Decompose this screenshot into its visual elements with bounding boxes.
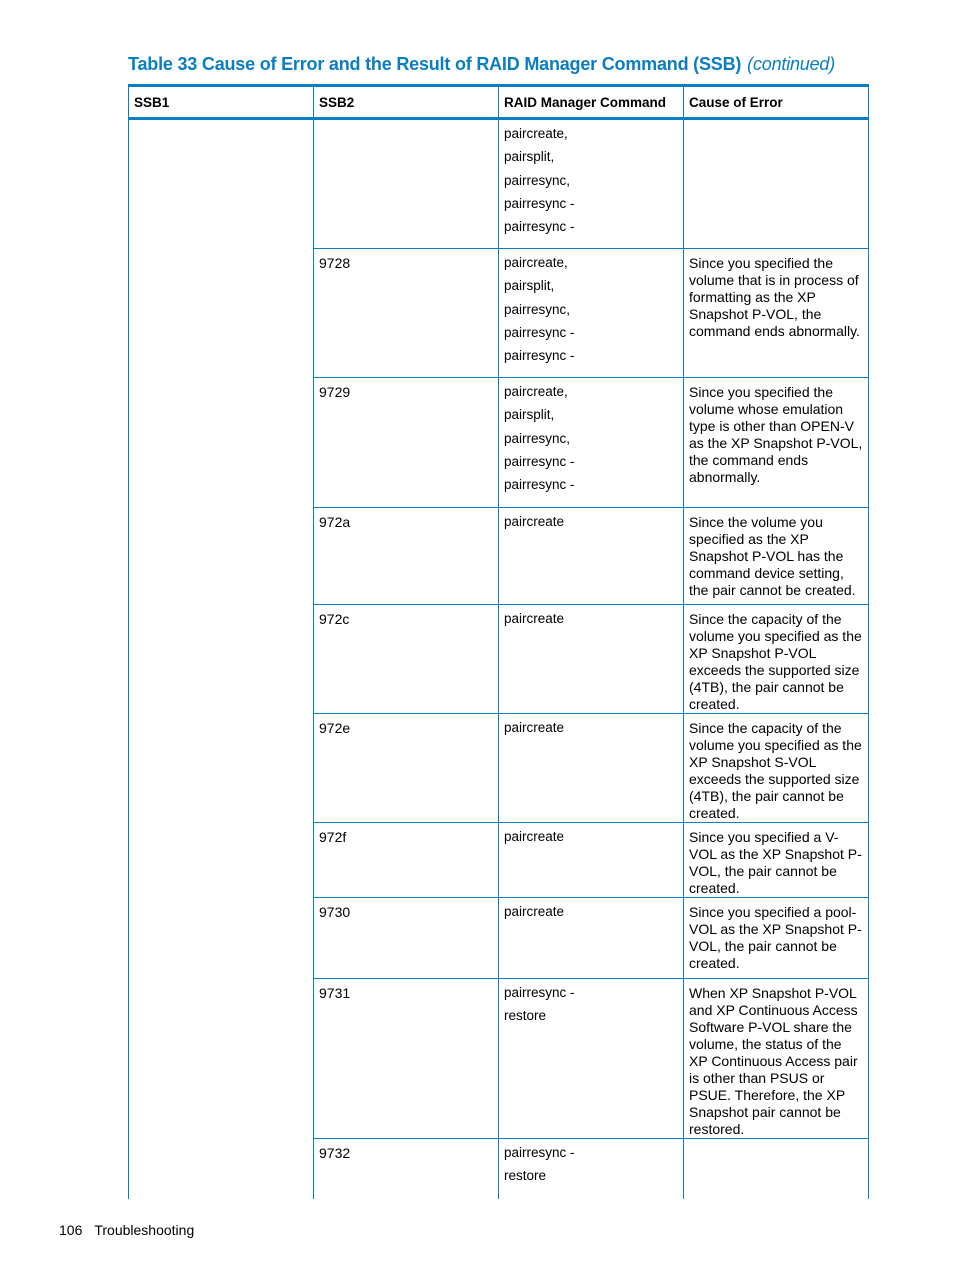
- cell-ssb2: 9730: [314, 898, 499, 979]
- cell-cause: Since the capacity of the volume you specified as the XP Snapshot P-VOL exceeds the supported size (4TB), the pair cannot be created.: [684, 605, 869, 714]
- command-line: paircreate,: [504, 384, 568, 399]
- command-line: pairresync -: [504, 453, 575, 469]
- page-footer: [59, 1222, 194, 1238]
- table-title: [128, 54, 888, 75]
- cell-cause: [684, 1139, 869, 1199]
- command-line: paircreate,: [504, 255, 568, 270]
- cell-ssb2: 9732: [314, 1139, 499, 1199]
- cell-command: [499, 823, 684, 898]
- cell-cause: Since you specified a V-VOL as the XP Snapshot P-VOL, the pair cannot be created.: [684, 823, 869, 898]
- header-ssb2: SSB2: [314, 86, 499, 119]
- command-line: paircreate: [504, 611, 565, 626]
- header-ssb1: SSB1: [129, 86, 314, 119]
- cell-command: [499, 605, 684, 714]
- cell-ssb2: 972a: [314, 508, 499, 605]
- cell-command: [499, 119, 684, 249]
- command-line: pairresync -: [504, 324, 575, 340]
- cell-ssb2: 9728: [314, 249, 499, 378]
- page-number: 106: [59, 1222, 83, 1238]
- command-line: restore: [504, 1008, 547, 1024]
- cell-cause: [684, 119, 869, 249]
- cell-cause: Since you specified the volume that is in process of formatting as the XP Snapshot P-VOL, the command ends abnormally.: [684, 249, 869, 378]
- command-line: pairsplit,: [504, 278, 555, 294]
- command-line: pairresync -: [504, 348, 575, 364]
- command-line: pairresync -: [504, 219, 575, 235]
- cell-ssb2: 972e: [314, 714, 499, 823]
- command-line: paircreate: [504, 514, 565, 529]
- cell-cause: Since you specified the volume whose emulation type is other than OPEN-V as the XP Snapshot P-VOL, the command ends abnormally.: [684, 378, 869, 508]
- cell-ssb2: 972f: [314, 823, 499, 898]
- cell-cause: Since the capacity of the volume you specified as the XP Snapshot S-VOL exceeds the supported size (4TB), the pair cannot be created.: [684, 714, 869, 823]
- cell-command: [499, 508, 684, 605]
- footer-section: Troubleshooting: [94, 1222, 195, 1238]
- cell-command: [499, 1139, 684, 1199]
- cell-cause: Since you specified a pool-VOL as the XP Snapshot P-VOL, the pair cannot be created.: [684, 898, 869, 979]
- table-header-row: [129, 86, 869, 119]
- command-line: paircreate: [504, 904, 565, 919]
- table-title-continued: (continued): [747, 54, 836, 74]
- command-line: paircreate: [504, 720, 565, 735]
- header-cause: Cause of Error: [684, 86, 869, 119]
- table-row: [129, 119, 869, 249]
- command-line: pairresync -: [504, 195, 575, 211]
- cell-ssb1: [129, 119, 314, 1199]
- command-line: paircreate,: [504, 126, 568, 141]
- cell-cause: Since the volume you specified as the XP Snapshot P-VOL has the command device setting, the pair cannot be created.: [684, 508, 869, 605]
- cell-command: [499, 378, 684, 508]
- command-line: pairresync,: [504, 301, 571, 317]
- cell-ssb2: 9729: [314, 378, 499, 508]
- cell-command: [499, 249, 684, 378]
- cell-command: [499, 714, 684, 823]
- cell-ssb2: [314, 119, 499, 249]
- cell-ssb2: 972c: [314, 605, 499, 714]
- cell-command: [499, 979, 684, 1139]
- command-line: pairresync,: [504, 172, 571, 188]
- command-line: pairsplit,: [504, 407, 555, 423]
- command-line: pairresync -: [504, 985, 575, 1000]
- command-line: pairsplit,: [504, 149, 555, 165]
- cell-command: [499, 898, 684, 979]
- command-line: restore: [504, 1168, 547, 1184]
- table-body: [129, 119, 869, 1199]
- cell-cause: When XP Snapshot P-VOL and XP Continuous Access Software P-VOL share the volume, the status of the XP Continuous Access pair is other than PSUS or PSUE. Therefore, the XP Snapshot pair cannot be restored.: [684, 979, 869, 1139]
- command-line: pairresync -: [504, 477, 575, 493]
- command-line: pairresync,: [504, 430, 571, 446]
- table-title-main: Table 33 Cause of Error and the Result of RAID Manager Command (SSB): [128, 54, 742, 74]
- command-line: paircreate: [504, 829, 565, 844]
- header-command: RAID Manager Command: [499, 86, 684, 119]
- cell-ssb2: 9731: [314, 979, 499, 1139]
- command-line: pairresync -: [504, 1145, 575, 1160]
- error-table: [128, 84, 869, 1199]
